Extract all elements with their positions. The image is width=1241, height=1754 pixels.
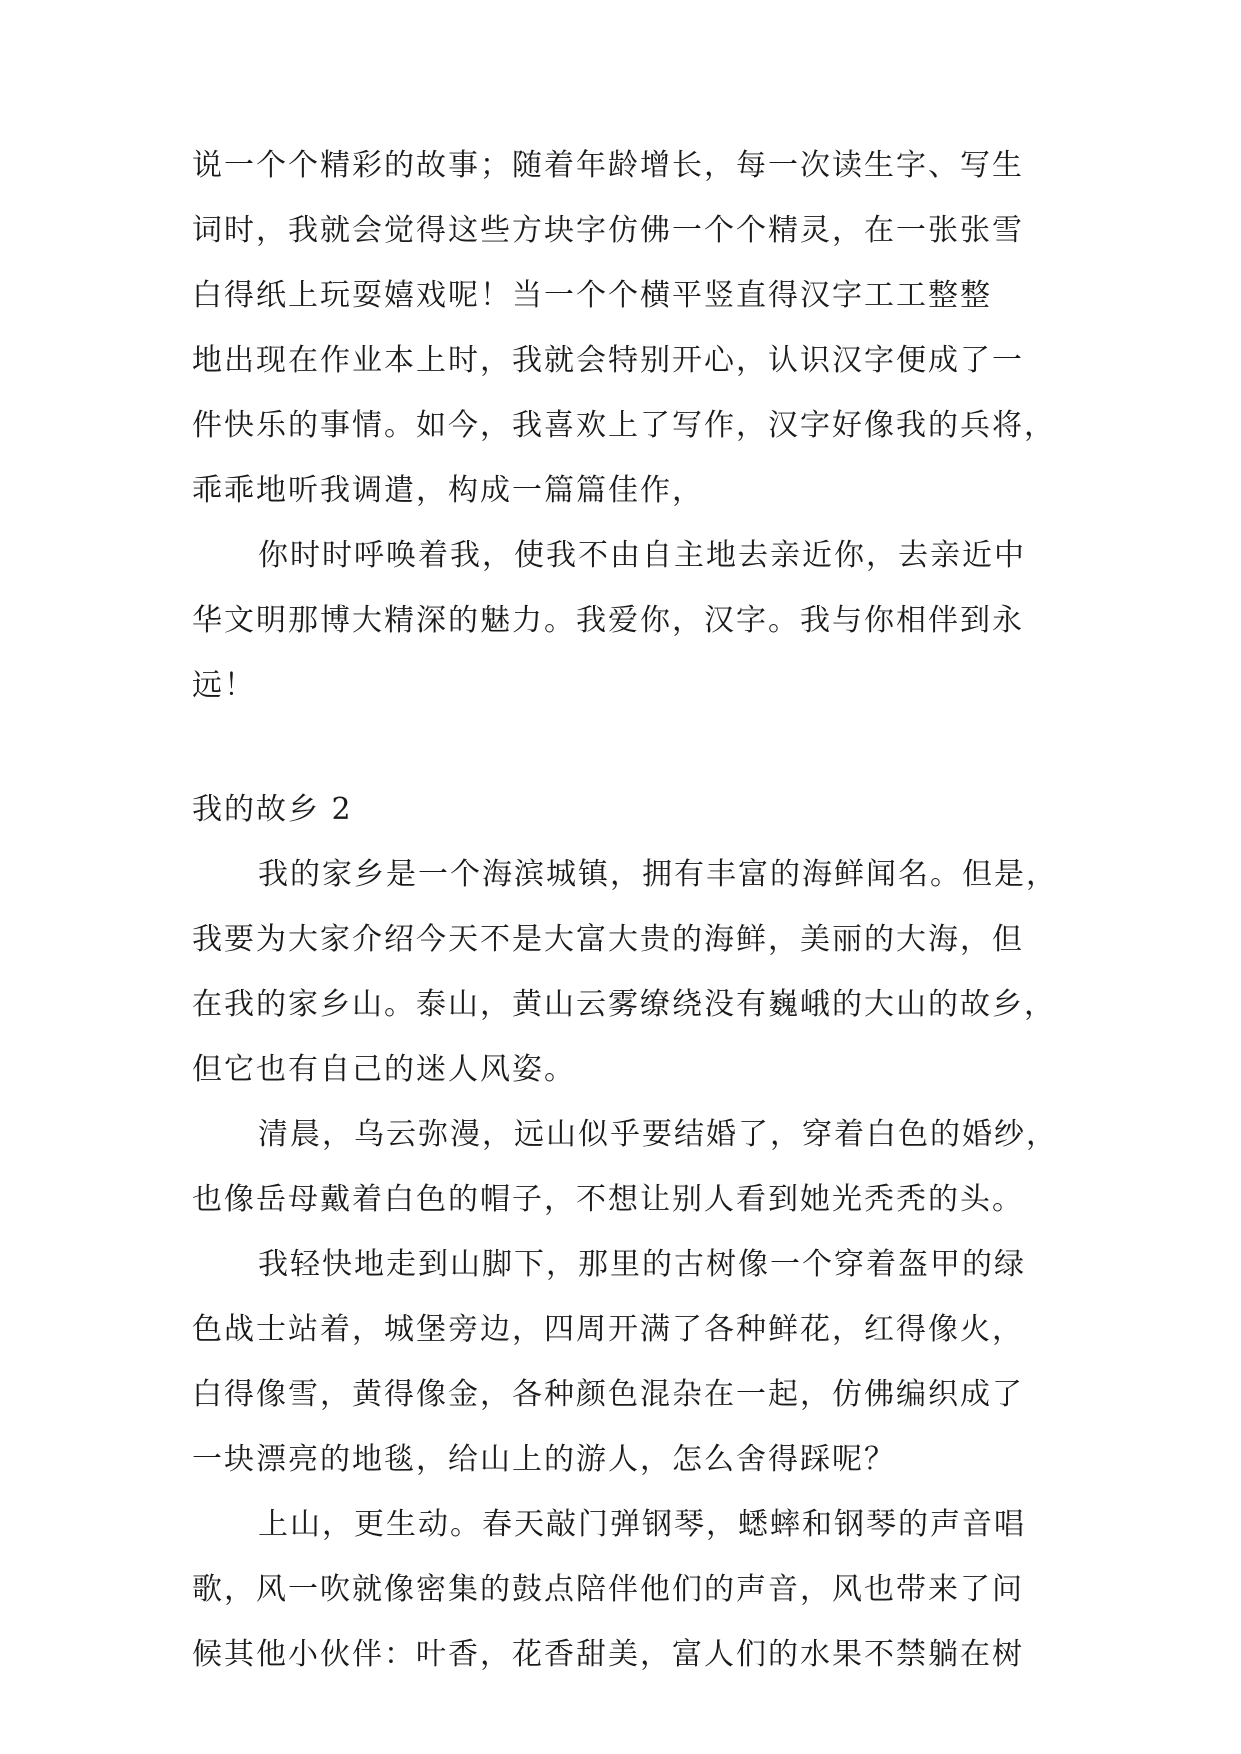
- paragraph-line: 地出现在作业本上时，我就会特别开心，认识汉字便成了一: [192, 343, 1024, 378]
- paragraph-line: 清晨，乌云弥漫，远山似乎要结婚了，穿着白色的婚纱，: [258, 1117, 1058, 1152]
- paragraph-line: 歌，风一吹就像密集的鼓点陪伴他们的声音，风也带来了问: [192, 1572, 1024, 1607]
- paragraph-line: 候其他小伙伴：叶香，花香甜美，富人们的水果不禁躺在树: [192, 1637, 1024, 1672]
- paragraph-line: 华文明那博大精深的魅力。我爱你，汉字。我与你相伴到永: [192, 603, 1024, 638]
- paragraph-line: 白得像雪，黄得像金，各种颜色混杂在一起，仿佛编织成了: [192, 1377, 1024, 1412]
- paragraph-line: 件快乐的事情。如今，我喜欢上了写作，汉字好像我的兵将，: [192, 408, 1056, 443]
- paragraph-line: 我轻快地走到山脚下，那里的古树像一个穿着盔甲的绿: [258, 1247, 1026, 1282]
- paragraph-line: 也像岳母戴着白色的帽子，不想让别人看到她光秃秃的头。: [192, 1182, 1024, 1217]
- paragraph-line: 一块漂亮的地毯，给山上的游人，怎么舍得踩呢？: [192, 1442, 896, 1477]
- paragraph-line: 我的家乡是一个海滨城镇，拥有丰富的海鲜闻名。但是，: [258, 857, 1058, 892]
- paragraph-line: 在我的家乡山。泰山，黄山云雾缭绕没有巍峨的大山的故乡，: [192, 987, 1056, 1022]
- paragraph-line: 我要为大家介绍今天不是大富大贵的海鲜，美丽的大海，但: [192, 922, 1024, 957]
- paragraph-line: 乖乖地听我调遣，构成一篇篇佳作，: [192, 473, 704, 508]
- paragraph-line: 但它也有自己的迷人风姿。: [192, 1052, 576, 1087]
- section-title: 我的故乡 2: [192, 792, 353, 827]
- paragraph-line: 说一个个精彩的故事；随着年龄增长，每一次读生字、写生: [192, 148, 1024, 183]
- paragraph-line: 上山，更生动。春天敲门弹钢琴，蟋蟀和钢琴的声音唱: [258, 1507, 1026, 1542]
- paragraph-line: 词时，我就会觉得这些方块字仿佛一个个精灵，在一张张雪: [192, 213, 1024, 248]
- paragraph-line: 你时时呼唤着我，使我不由自主地去亲近你，去亲近中: [258, 538, 1026, 573]
- paragraph-line: 远！: [192, 668, 256, 703]
- paragraph-line: 白得纸上玩耍嬉戏呢！当一个个横平竖直得汉字工工整整: [192, 278, 992, 313]
- paragraph-line: 色战士站着，城堡旁边，四周开满了各种鲜花，红得像火，: [192, 1312, 1024, 1347]
